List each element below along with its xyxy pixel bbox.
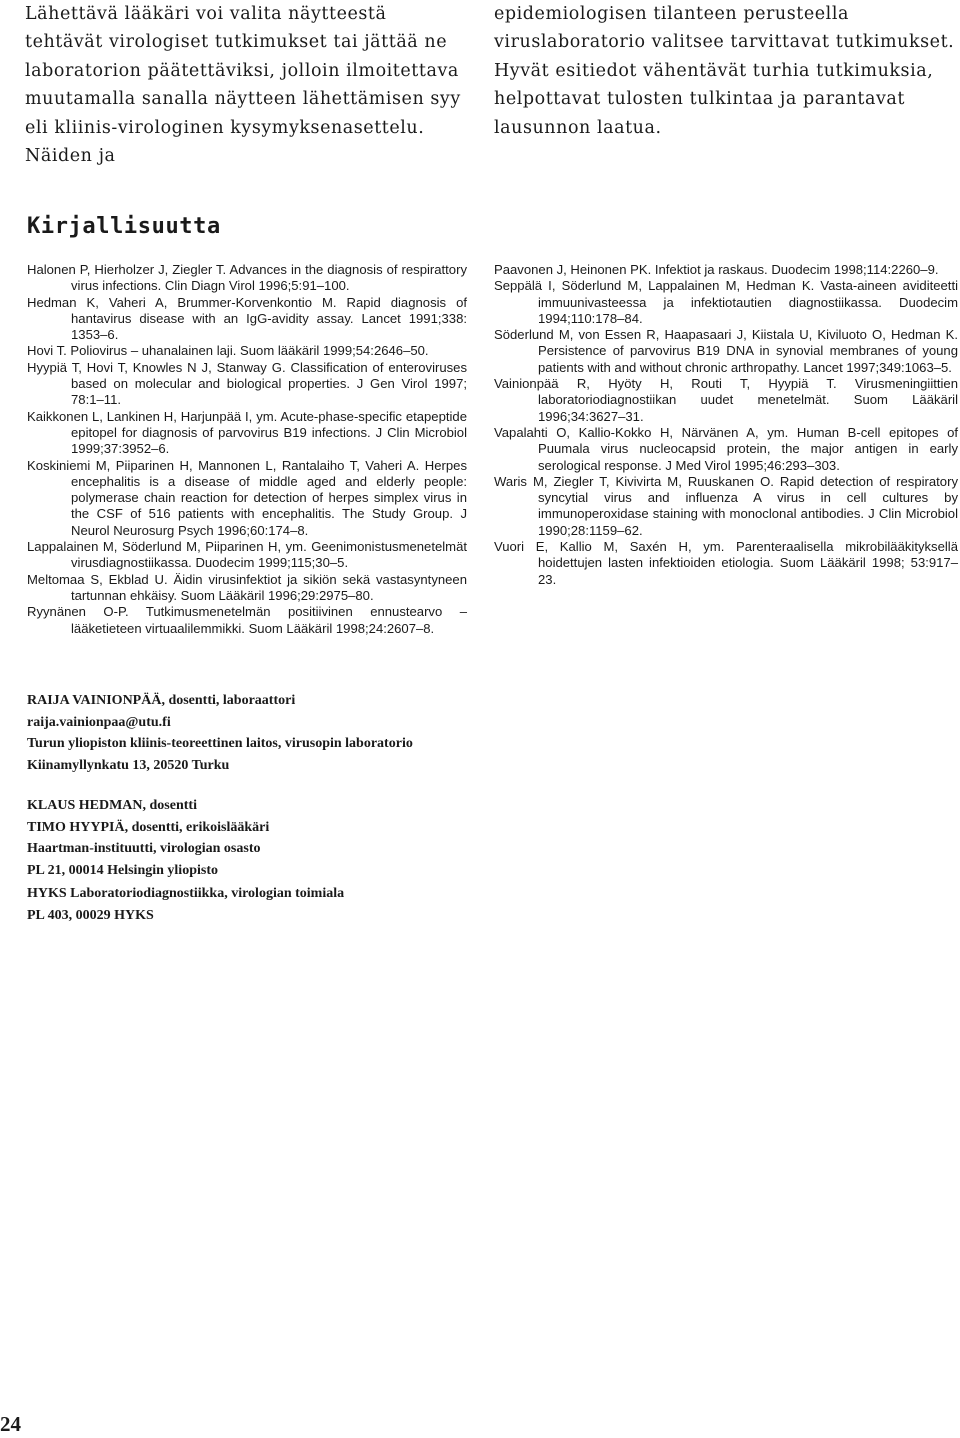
reference-item: Vuori E, Kallio M, Saxén H, ym. Parenteraalisella mikrobilääkityksellä hoidettujen lasten infektioiden etiologia. Suom Lääkäril 1998; 53:917–23. (494, 539, 958, 587)
reference-item: Hedman K, Vaheri A, Brummer-Korvenkontio M. Rapid diagnosis of hantavirus disease with an IgG-avidity assay. Lancet 1991;338: 1353–6. (27, 294, 467, 343)
reference-item: Vainionpää R, Hyöty H, Routi T, Hyypiä T. Virusmeningiittien laboratoriodiagnostiikan uudet menetelmät. Suom Lääkäril 1996;34:3627–31. (494, 376, 958, 424)
reference-item: Meltomaa S, Ekblad U. Äidin virusinfektiot ja sikiön sekä vastasyntyneen tartunnan ehkäisy. Suom Lääkäril 1996;29:2975–80. (27, 571, 467, 603)
intro-text-right: epidemiologisen tilanteen perusteella viruslaboratorio valitsee tarvittavat tutkimukset. Hyvät esitiedot vähentävät turhia tutkimuksia, helpottavat tulosten tulkintaa ja parantavat lausunnon laatua. (494, 4, 955, 138)
address: PL 21, 00014 Helsingin yliopisto (27, 862, 218, 878)
address: Kiinamyllynkatu 13, 20520 Turku (27, 757, 230, 773)
institution: Haartman-instituutti, virologian osasto (27, 841, 261, 857)
intro-paragraph-left (25, 0, 470, 170)
intro-paragraph-right (494, 0, 960, 142)
reference-item: Paavonen J, Heinonen PK. Infektiot ja raskaus. Duodecim 1998;114:2260–9. (494, 262, 939, 277)
reference-item: Vapalahti O, Kallio-Kokko H, Närvänen A, ym. Human B-cell epitopes of Puumala virus nucleocapsid protein, the major antigen in early serological response. J Med Virol 1995;46:293–303. (494, 424, 958, 473)
references-heading: Kirjallisuutta (27, 214, 221, 239)
reference-item: Seppälä I, Söderlund M, Lappalainen M, Hedman K. Vasta-aineen aviditeetti immuunivasteessa ja infektiotautien diagnostiikassa. Duodecim 1994;110:178–84. (494, 278, 958, 326)
reference-item: Hovi T. Poliovirus – uhanalainen laji. Suom lääkäril 1999;54:2646–50. (27, 343, 429, 359)
institution-block (27, 883, 344, 926)
page-number: 24 (0, 1412, 21, 1436)
author-affiliation-block (27, 795, 269, 881)
reference-item: Hyypiä T, Hovi T, Knowles N J, Stanway G. Classification of enteroviruses based on molecular and biological properties. J Gen Virol 1997; 78:1–11. (27, 359, 467, 408)
intro-text-left: Lähettävä lääkäri voi valita näytteestä tehtävät virologiset tutkimukset tai jättää ne laboratorion päätettäviksi, jolloin ilmoitettava muutamalla sanalla näytteen lähettämisen syy eli kliinis-virologinen kysymyksenasettelu. Näiden ja (25, 4, 461, 167)
author-name: KLAUS HEDMAN, dosentti (27, 798, 197, 813)
institution: HYKS Laboratoriodiagnostiikka, virologian toimiala (27, 886, 345, 901)
address: PL 403, 00029 HYKS (27, 907, 154, 923)
reference-item: Koskiniemi M, Piiparinen H, Mannonen L, Rantalaiho T, Vaheri A. Herpes encephalitis is a disease of middle aged and elderly people: polymerase chain reaction for detection of herpes simplex virus in the CSF of 516 patients with encephalitis. The Study Group. J Neurol Neurosurg Psych 1996;60:174–8. (27, 457, 467, 538)
reference-item: Ryynänen O-P. Tutkimusmenetelmän positiivinen ennustearvo – lääketieteen virtuaalilemmikki. Suom Lääkäril 1998;24:2607–8. (27, 604, 467, 636)
author-name: TIMO HYYPIÄ, dosentti, erikoislääkäri (27, 819, 270, 835)
reference-item: Söderlund M, von Essen R, Haapasaari J, Kiistala U, Kiviluoto O, Hedman K. Persistence of parvovirus B19 DNA in synovial membranes of young patients with and without chronic arthropathy. Lancet 1997;349:1063–5. (494, 327, 958, 375)
author-affiliation-block (27, 690, 413, 776)
author-email-link[interactable]: raija.vainionpaa@utu.fi (27, 714, 171, 730)
references-list-right (494, 262, 958, 588)
reference-item: Kaikkonen L, Lankinen H, Harjunpää I, ym. Acute-phase-specific etapeptide epitopel for diagnosis of parvovirus B19 infections. J Clin Microbiol 1999;37:3952–6. (27, 408, 467, 457)
institution: Turun yliopiston kliinis-teoreettinen laitos, virusopin laboratorio (27, 736, 413, 752)
reference-item: Halonen P, Hierholzer J, Ziegler T. Advances in the diagnosis of respirattory virus infections. Clin Diagn Virol 1996;5:91–100. (27, 262, 467, 294)
author-name: RAIJA VAINIONPÄÄ, dosentti, laboraattori (27, 693, 296, 708)
reference-item: Waris M, Ziegler T, Kivivirta M, Ruuskanen O. Rapid detection of respiratory syncytial virus and influenza A virus in cell cultures by immunoperoxidase staining with monoclonal antibodies. J Clin Microbiol 1990;28:1159–62. (494, 473, 958, 538)
references-list-left (27, 262, 467, 637)
reference-item: Lappalainen M, Söderlund M, Piiparinen H, ym. Geenimonistusmenetelmät virusdiagnostiikassa. Duodecim 1999;115;30–5. (27, 539, 467, 571)
